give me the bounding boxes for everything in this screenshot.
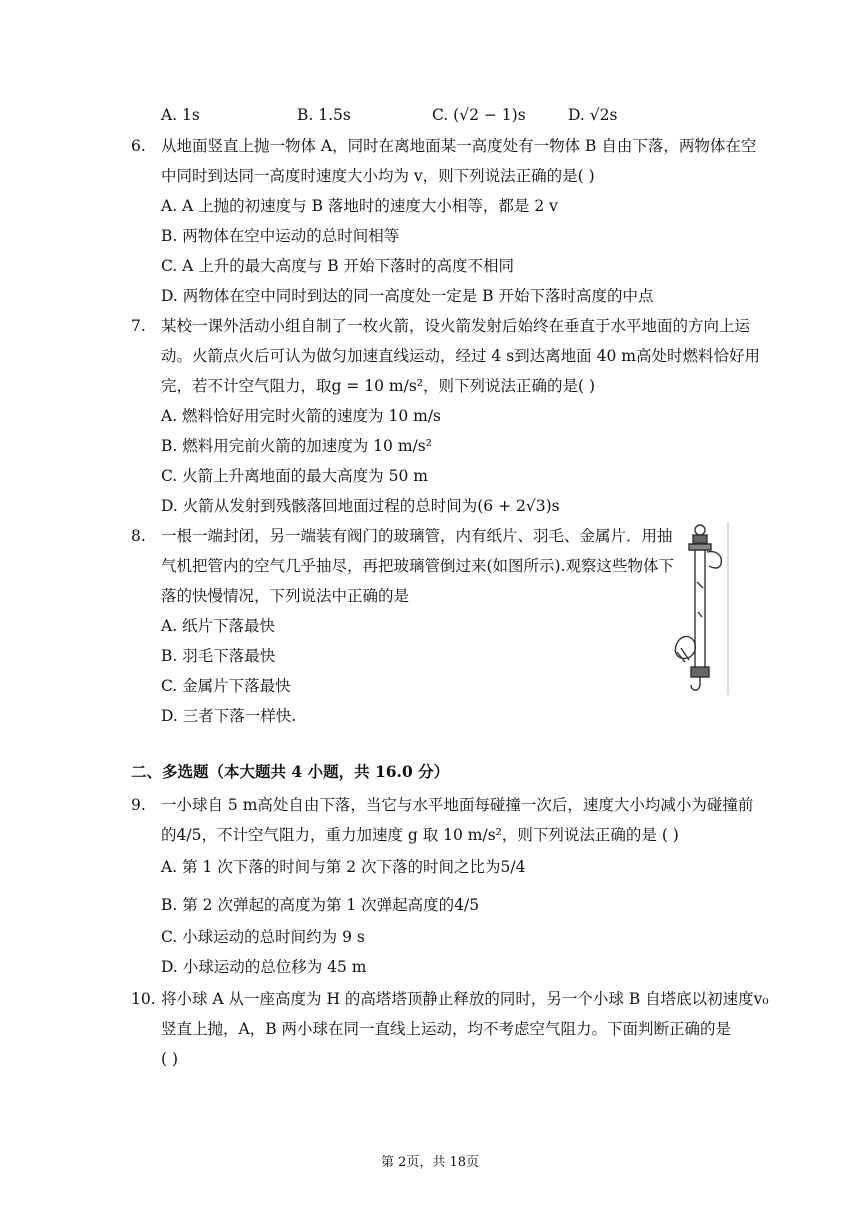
- q10-stem-line-1: 将小球 A 从一座高度为 H 的高塔塔顶静止释放的同时，另一个小球 B 自塔底以初速度v₀: [161, 990, 769, 1008]
- q8-option-d: D. 三者下落一样快.: [161, 707, 297, 725]
- q6-option-d: D. 两物体在空中同时到达的同一高度处一定是 B 开始下落时高度的中点: [161, 287, 654, 305]
- q10-stem-line-3: ( ): [161, 1050, 179, 1068]
- q7-stem-line-1: 某校一课外活动小组自制了一枚火箭，设火箭发射后始终在垂直于水平地面的方向上运: [161, 317, 751, 335]
- q6-stem-line-2: 中同时到达同一高度时速度大小均为 v，则下列说法正确的是( ): [161, 167, 595, 185]
- q9-stem-line-1: 一小球自 5 m高处自由下落，当它与水平地面每碰撞一次后，速度大小均减小为碰撞前: [161, 796, 754, 814]
- q6-option-a: A. A 上抛的初速度与 B 落地时的速度大小相等，都是 2 v: [161, 197, 558, 215]
- q7-number: 7.: [131, 317, 146, 335]
- q9-option-a: A. 第 1 次下落的时间与第 2 次下落的时间之比为5/4: [161, 858, 526, 876]
- q9-option-d: D. 小球运动的总位移为 45 m: [161, 958, 367, 976]
- q6-stem-line-1: 从地面竖直上抛一物体 A，同时在离地面某一高度处有一物体 B 自由下落，两物体在空: [161, 137, 757, 155]
- q7-option-d: D. 火箭从发射到残骸落回地面过程的总时间为(6 + 2√3)s: [161, 497, 560, 515]
- q7-option-a: A. 燃料恰好用完时火箭的速度为 10 m/s: [161, 407, 441, 425]
- q6-number: 6.: [131, 137, 146, 155]
- q5-option-a: A. 1s: [161, 106, 200, 124]
- q9-option-c: C. 小球运动的总时间约为 9 s: [161, 928, 365, 946]
- q5-option-d: D. √2s: [568, 106, 618, 124]
- q10-stem-line-2: 竖直上抛，A，B 两小球在同一直线上运动，均不考虑空气阻力。下面判断正确的是: [161, 1020, 732, 1038]
- q8-stem-line-3: 落的快慢情况，下列说法中正确的是: [161, 587, 410, 605]
- q8-number: 8.: [131, 527, 146, 545]
- section-heading-multiple-choice: 二、多选题（本大题共 4 小题，共 16.0 分）: [131, 762, 450, 781]
- page-footer: 第 2页，共 18页: [380, 1155, 480, 1170]
- q7-option-c: C. 火箭上升离地面的最大高度为 50 m: [161, 467, 428, 485]
- q8-option-c: C. 金属片下落最快: [161, 677, 291, 695]
- glass-tube-figure: [671, 522, 729, 695]
- q5-option-c: C. (√2 − 1)s: [432, 106, 526, 124]
- q6-option-c: C. A 上升的最大高度与 B 开始下落时的高度不相同: [161, 257, 515, 275]
- q9-number: 9.: [131, 796, 146, 814]
- q8-stem-line-1: 一根一端封闭，另一端装有阀门的玻璃管，内有纸片、羽毛、金属片．用抽: [161, 527, 673, 545]
- q5-option-b: B. 1.5s: [297, 106, 351, 124]
- q10-number: 10.: [131, 990, 156, 1008]
- q7-stem-line-2: 动。火箭点火后可认为做匀加速直线运动，经过 4 s到达离地面 40 m高处时燃料恰好用: [161, 347, 760, 365]
- q7-stem-line-3: 完，若不计空气阻力，取g = 10 m/s²，则下列说法正确的是( ): [161, 377, 596, 395]
- q8-stem-line-2: 气机把管内的空气几乎抽尽，再把玻璃管倒过来(如图所示).观察这些物体下: [161, 557, 675, 575]
- q8-option-b: B. 羽毛下落最快: [161, 647, 276, 665]
- q6-option-b: B. 两物体在空中运动的总时间相等: [161, 227, 400, 245]
- q9-stem-line-2: 的4/5，不计空气阻力，重力加速度 g 取 10 m/s²，则下列说法正确的是 ( ): [161, 826, 679, 844]
- q9-option-b: B. 第 2 次弹起的高度为第 1 次弹起高度的4/5: [161, 896, 480, 914]
- q7-option-b: B. 燃料用完前火箭的加速度为 10 m/s²: [161, 437, 432, 455]
- q8-option-a: A. 纸片下落最快: [161, 617, 276, 635]
